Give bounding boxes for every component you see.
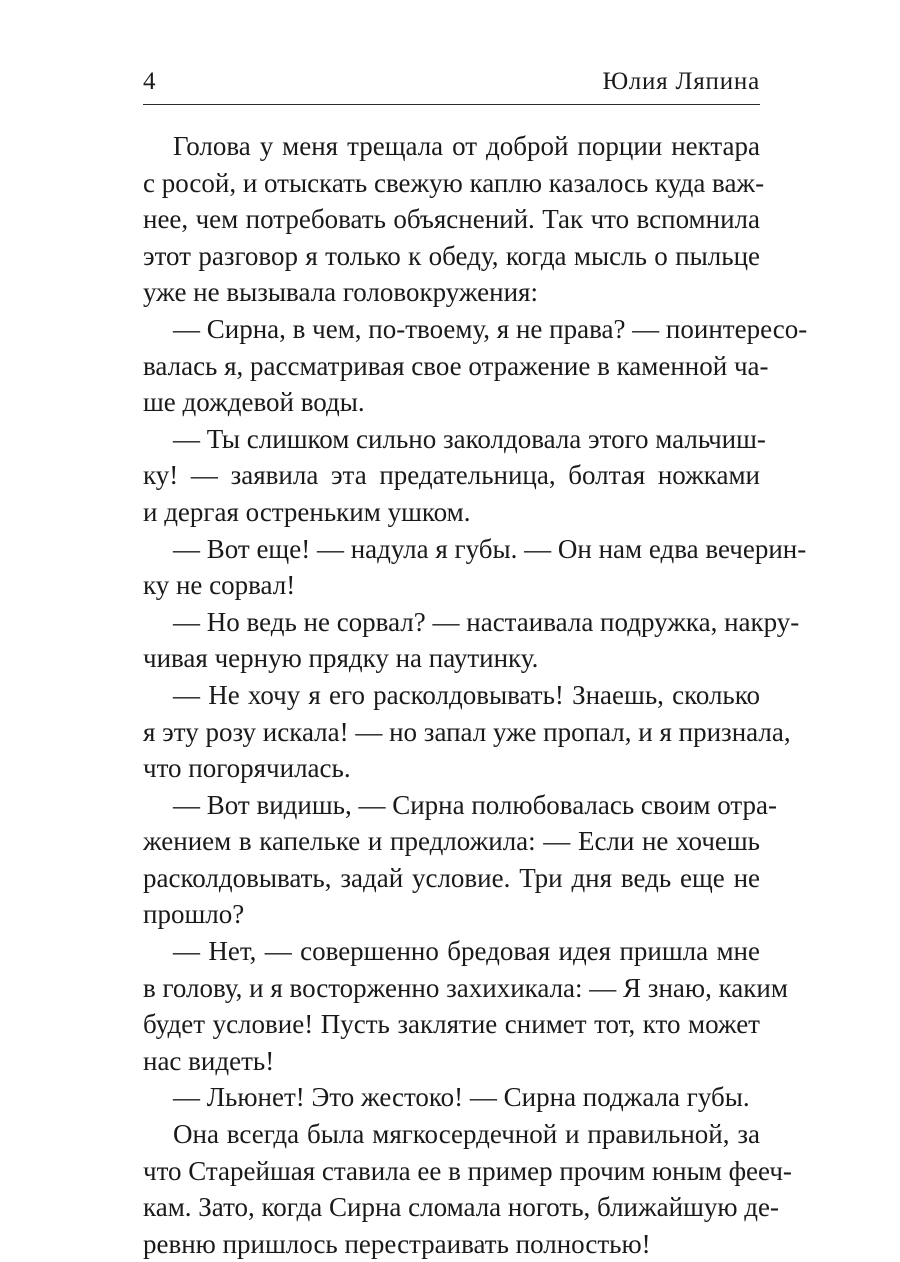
text-line: и дергая остреньким ушком. — [143, 496, 471, 527]
running-title: Юлия Ляпина — [602, 68, 760, 95]
text-line: — Вот еще! — надула я губы. — Он нам едва вечерин- — [173, 533, 807, 564]
text-line: ку не сорвал! — [143, 570, 296, 601]
page-number: 4 — [143, 68, 156, 95]
text-line: — Вот видишь, — Сирна полюбовалась своим отра- — [173, 789, 778, 820]
text-line: нее, чем потребовать объяснений. Так что вспомнила — [143, 204, 760, 235]
text-line: ше дождевой воды. — [143, 387, 365, 418]
text-line: нас видеть! — [143, 1045, 275, 1076]
text-line: будет условие! Пусть заклятие снимет тот, кто может — [143, 1009, 760, 1040]
running-header — [143, 66, 760, 98]
text-line: Голова у меня трещала от доброй порции нектара — [173, 131, 760, 161]
text-line: этот разговор я только к обеду, когда мысль о пыльце — [143, 240, 760, 271]
text-line: прошло? — [143, 899, 245, 930]
text-line: — Нет, — совершенно бредовая идея пришла мне — [173, 936, 760, 967]
text-line: валась я, рассматривая свое отражение в каменной ча- — [143, 350, 769, 381]
text-line: жением в капельке и предложила: — Если не хочешь — [143, 826, 760, 857]
text-line: уже не вызывала головокружения: — [143, 277, 538, 308]
text-line: расколдовывать, задай условие. Три дня ведь еще не — [143, 862, 760, 893]
text-line: ку! — заявила эта предательница, болтая ножками — [143, 460, 760, 491]
text-line: я эту розу искала! — но запал уже пропал, и я признала, — [143, 716, 791, 747]
text-line: — Льюнет! Это жестоко! — Сирна поджала губы. — [173, 1082, 750, 1113]
header-rule — [143, 104, 760, 105]
text-line: — Но ведь не сорвал? — настаивала подружка, накру- — [173, 606, 800, 637]
text-line: — Ты слишком сильно заколдовала этого мальчиш- — [173, 423, 766, 454]
text-line: Она всегда была мягкосердечной и правильной, за — [173, 1119, 760, 1150]
text-line: в голову, и я восторженно захихикала: — Я знаю, каким — [143, 972, 788, 1003]
text-line: кам. Зато, когда Сирна сломала ноготь, ближайшую де- — [143, 1192, 780, 1223]
text-line: — Сирна, в чем, по-твоему, я не права? — поинтересо- — [173, 313, 808, 344]
body-text — [143, 128, 808, 1262]
text-line: — Не хочу я его расколдовывать! Знаешь, сколько — [173, 679, 760, 710]
text-line: с росой, и отыскать свежую каплю казалось куда важ- — [143, 167, 765, 198]
text-line: ревню пришлось перестраивать полностью! — [143, 1228, 651, 1259]
text-line: что погорячилась. — [143, 753, 351, 784]
text-line: что Старейшая ставила ее в пример прочим юным фееч- — [143, 1155, 792, 1186]
text-line: чивая черную прядку на паутинку. — [143, 643, 539, 674]
